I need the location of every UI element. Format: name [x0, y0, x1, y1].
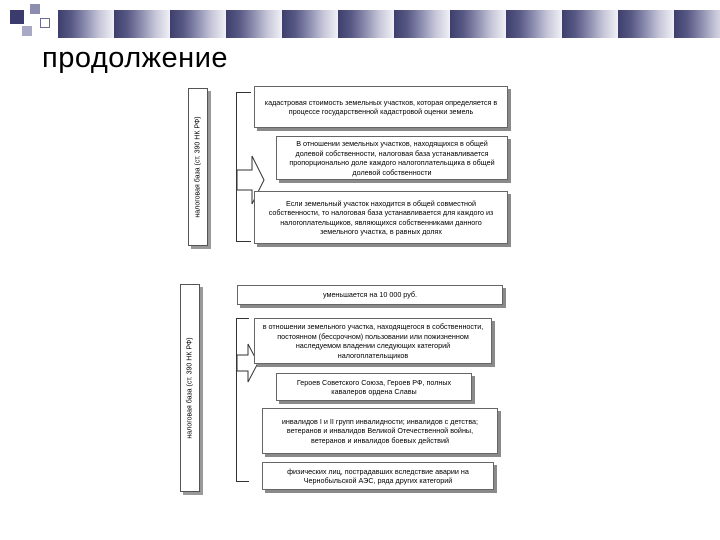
block2-header — [237, 285, 503, 305]
block2-item-1-text: Героев Советского Союза, Героев РФ, полных кавалеров ордена Славы — [296, 377, 452, 396]
block2-side-label — [180, 284, 200, 492]
slide-title: продолжение — [42, 42, 229, 74]
block1-item-joint-ownership — [254, 191, 508, 244]
block2-item-3-text: физических лиц, пострадавших вследствие аварии на Чернобыльской АЭС, ряда других категорий — [287, 466, 469, 485]
block2-item-disabled — [262, 408, 498, 454]
block1-item-0-text: кадастровая стоимость земельных участков, которая определяется в процессе государственной кадастровой оценки земель — [264, 97, 498, 116]
block1-item-1-text: В отношении земельных участков, находящихся в общей долевой собственности, налоговая база устанавливается пропорционально доле каждого налогоплательщика в общей долевой собственности — [289, 139, 495, 177]
block1-side-label — [188, 88, 208, 246]
block2-item-heroes — [276, 373, 472, 401]
block1-item-cadastral — [254, 86, 508, 128]
corner-square-mid — [30, 4, 40, 14]
header-gradient-bar — [58, 10, 720, 38]
block2-item-0-text: в отношении земельного участка, находящегося в собственности, постоянном (бессрочном) пользовании или пожизненном наследуемом владении следующих категорий налогоплательщиков — [262, 322, 484, 360]
corner-square-light — [22, 26, 32, 36]
block1-item-shared-ownership — [276, 136, 508, 180]
block1-item-2-text: Если земельный участок находится в общей совместной собственности, то налоговая база устанавливается для каждого из налогоплательщиков, являющихся собственниками данного земельного участка, в равных долях — [268, 198, 494, 236]
block1-side-label-text: налоговая база (ст. 390 НК РФ) — [194, 116, 202, 218]
corner-square-dark — [10, 10, 24, 24]
block2-item-2-text: инвалидов I и II групп инвалидности; инвалидов с детства; ветеранов и инвалидов Великой Отечественной войны, ветеранов и инвалидов боевых действий — [281, 416, 479, 445]
block2-item-chernobyl — [262, 462, 494, 490]
corner-square-outline — [40, 18, 50, 28]
block2-side-label-text: налоговая база (ст. 390 НК РФ) — [186, 337, 194, 439]
block2-header-text: уменьшается на 10 000 руб. — [322, 290, 418, 300]
block2-item-ownership — [254, 318, 492, 364]
